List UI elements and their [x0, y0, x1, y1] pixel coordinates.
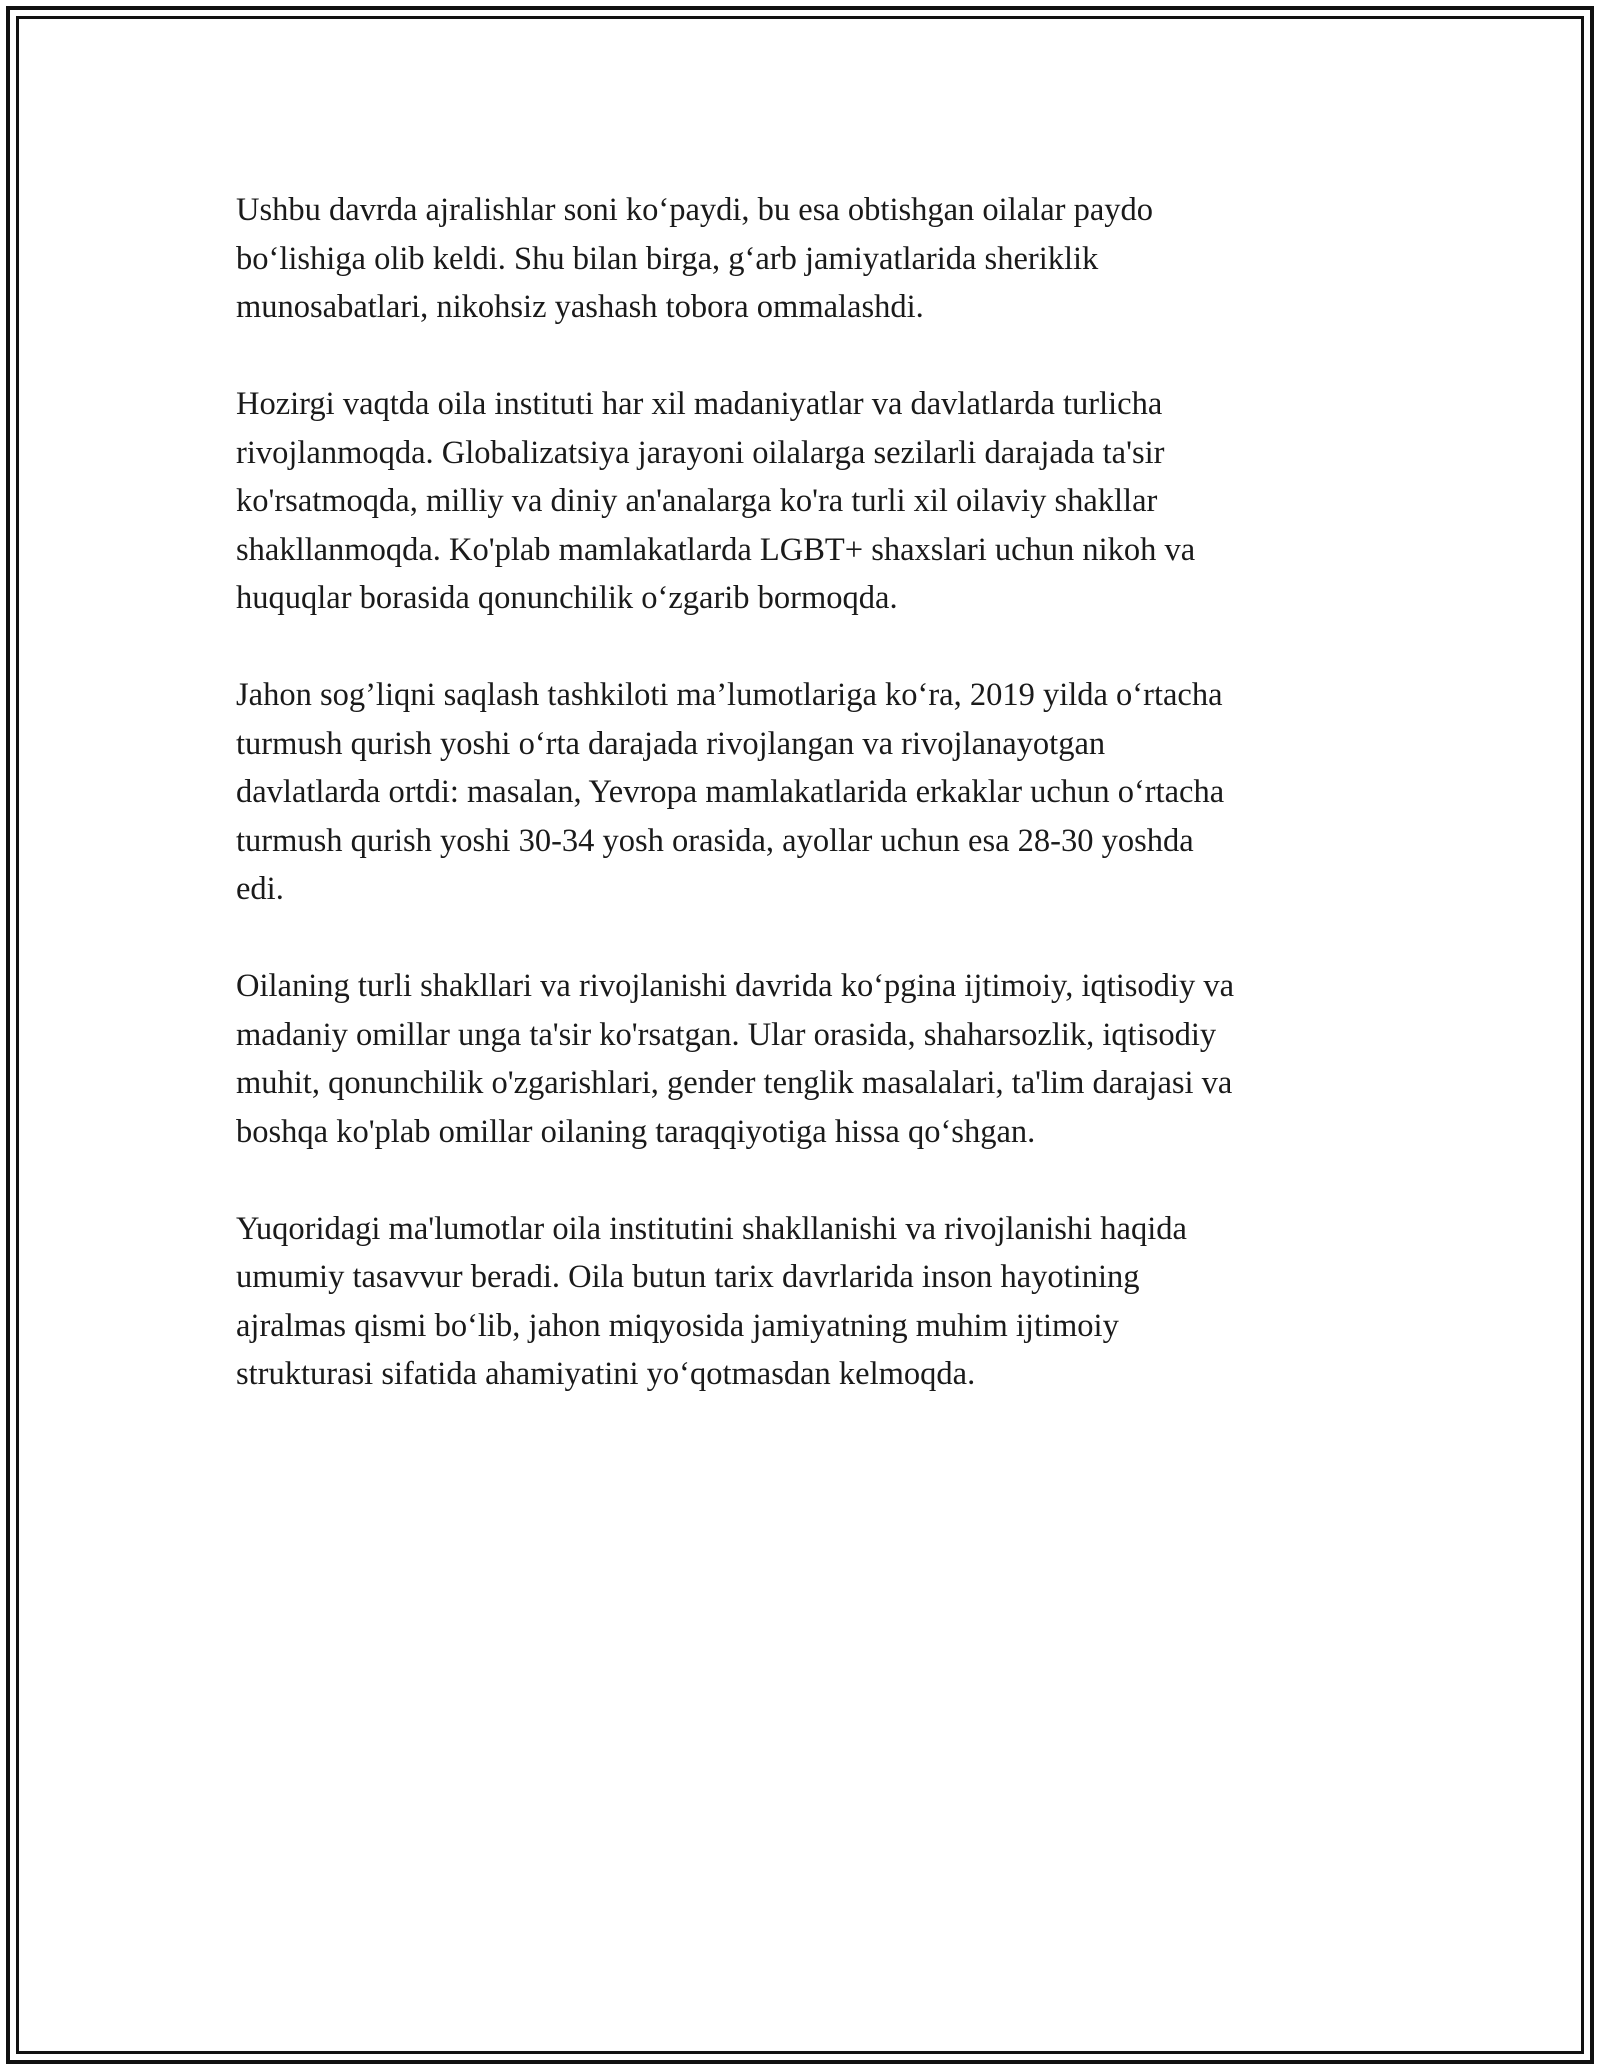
document-body — [236, 186, 1376, 1447]
paragraph-4: Oilaning turli shakllari va rivojlanishi davrida ko‘pgina ijtimoiy, iqtisodiy va madaniy omillar unga ta'sir ko'rsatgan. Ular orasida, shaharsozlik, iqtisodiy muhit, qonunchilik o'zgarishlari, gender tenglik masalalari, ta'lim darajasi va boshqa ko'plab omillar oilaning taraqqiyotiga hissa qo‘shgan. — [236, 968, 1235, 1150]
paragraph-1: Ushbu davrda ajralishlar soni ko‘paydi, bu esa obtishgan oilalar paydo bo‘lishiga olib keldi. Shu bilan birga, g‘arb jamiyatlarida sheriklik munosabatlari, nikohsiz yashash tobora ommalashdi. — [236, 192, 1153, 325]
paragraph-5: Yuqoridagi ma'lumotlar oila institutini shakllanishi va rivojlanishi haqida umumiy tasavvur beradi. Oila butun tarix davrlarida inson hayotining ajralmas qismi bo‘lib, jahon miqyosida jamiyatning muhim ijtimoiy strukturasi sifatida ahamiyatini yo‘qotmasdan kelmoqda. — [236, 1210, 1187, 1392]
paragraph-3: Jahon sog’liqni saqlash tashkiloti ma’lumotlariga ko‘ra, 2019 yilda o‘rtacha turmush qurish yoshi o‘rta darajada rivojlangan va rivojlanayotgan davlatlarda ortdi: masalan, Yevropa mamlakatlarida erkaklar uchun o‘rtacha turmush qurish yoshi 30-34 yosh orasida, ayollar uchun esa 28-30 yoshda edi. — [236, 677, 1225, 907]
paragraph-2: Hozirgi vaqtda oila instituti har xil madaniyatlar va davlatlarda turlicha rivojlanmoqda. Globalizatsiya jarayoni oilalarga sezilarli darajada ta'sir ko'rsatmoqda, milliy va diniy an'analarga ko'ra turli xil oilaviy shakllar shakllanmoqda. Ko'plab mamlakatlarda LGBT+ shaxslari uchun nikoh va huquqlar borasida qonunchilik o‘zgarib bormoqda. — [236, 386, 1196, 616]
